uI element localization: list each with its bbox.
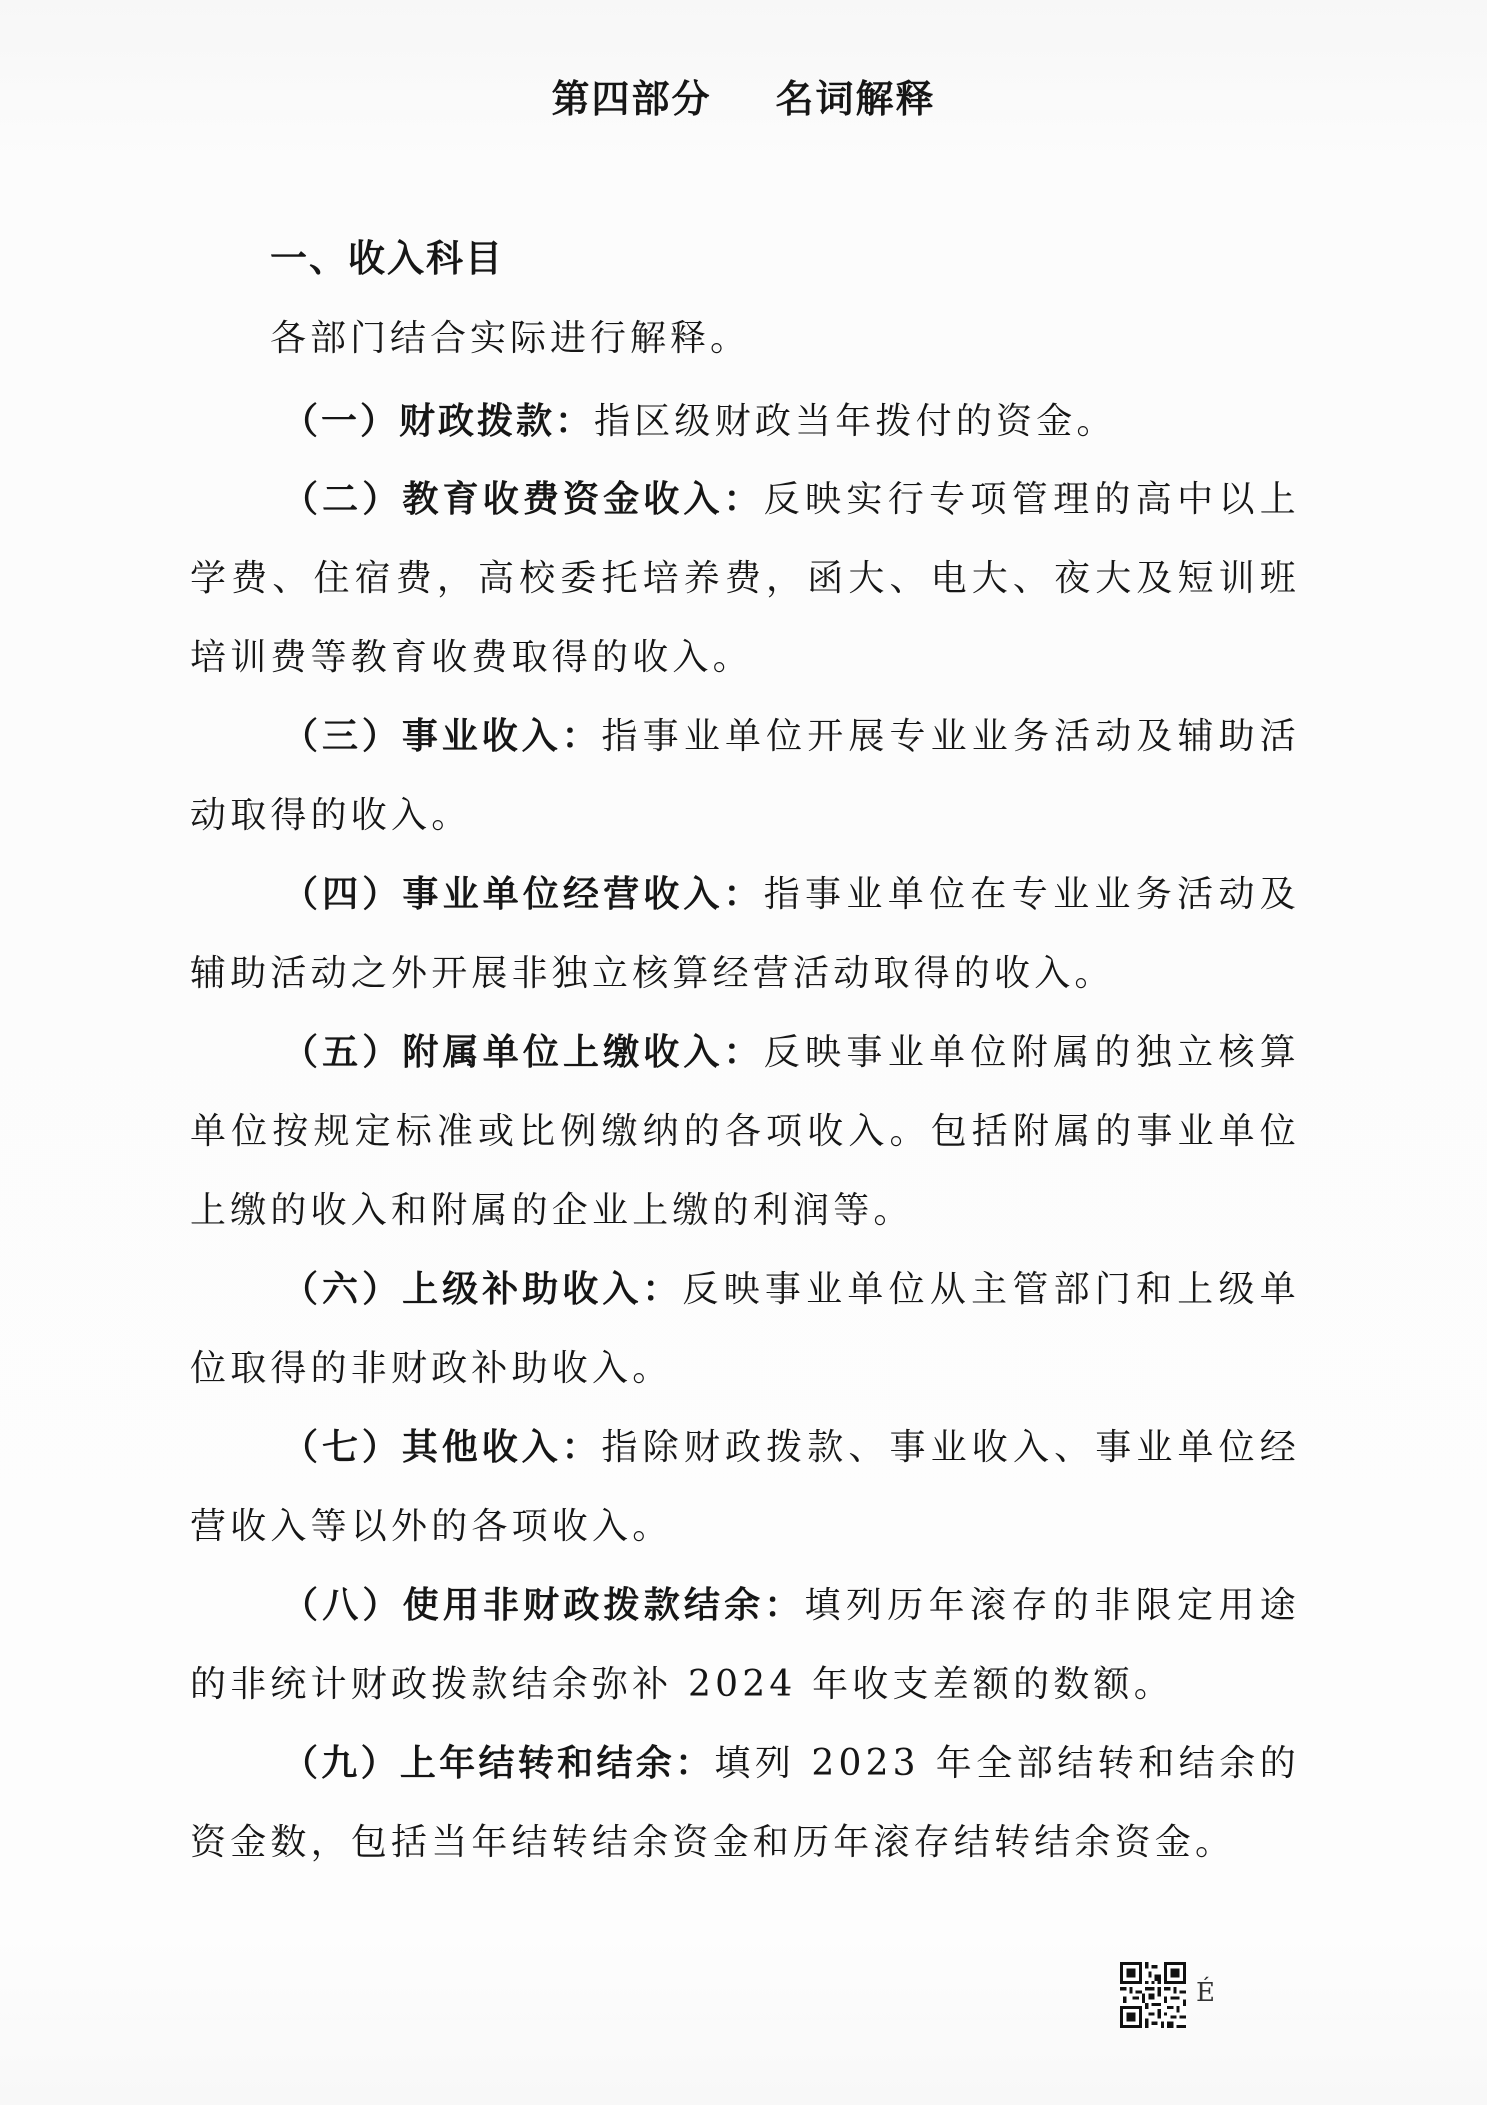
item-5 xyxy=(190,1013,1300,1250)
item-desc: 反映事业单位从主管部门和上级单位取得的非财政补助收入。 xyxy=(190,1269,1300,1389)
qr-code-icon xyxy=(1120,1962,1186,2028)
item-desc: 填列历年滚存的非限定用途的非统计财政拨款结余弥补 2024 年收支差额的数额。 xyxy=(190,1585,1300,1705)
corner-mark: É xyxy=(1196,1978,1215,2008)
item-term: （八）使用非财政拨款结余： xyxy=(282,1585,805,1626)
page-title xyxy=(0,68,1487,123)
item-desc: 反映实行专项管理的高中以上学费、住宿费，高校委托培养费，函大、电大、夜大及短训班培训费等教育收费取得的收入。 xyxy=(190,479,1300,678)
item-4 xyxy=(190,855,1300,1013)
item-7 xyxy=(190,1408,1300,1566)
item-8 xyxy=(190,1566,1300,1724)
item-6 xyxy=(190,1250,1300,1408)
item-term: （一）财政拨款： xyxy=(282,401,595,442)
item-term: （六）上级补助收入： xyxy=(282,1269,683,1310)
item-desc: 指事业单位在专业业务活动及辅助活动之外开展非独立核算经营活动取得的收入。 xyxy=(190,874,1300,994)
item-term: （三）事业收入： xyxy=(282,716,602,757)
section-heading: 一、收入科目 xyxy=(270,237,504,280)
item-1 xyxy=(190,382,1300,461)
item-term: （七）其他收入： xyxy=(282,1427,602,1468)
item-term: （九）上年结转和结余： xyxy=(282,1743,715,1784)
item-desc: 指区级财政当年拨付的资金。 xyxy=(594,401,1117,442)
intro-text: 各部门结合实际进行解释。 xyxy=(270,318,751,359)
title-name: 名词解释 xyxy=(775,77,936,121)
item-9 xyxy=(190,1724,1300,1882)
item-term: （二）教育收费资金收入： xyxy=(282,479,764,520)
item-3 xyxy=(190,697,1300,855)
item-desc: 指除财政拨款、事业收入、事业单位经营收入等以外的各项收入。 xyxy=(190,1427,1300,1547)
item-desc: 反映事业单位附属的独立核算单位按规定标准或比例缴纳的各项收入。包括附属的事业单位上缴的收入和附属的企业上缴的利润等。 xyxy=(190,1032,1300,1231)
item-2 xyxy=(190,460,1300,697)
item-desc: 指事业单位开展专业业务活动及辅助活动取得的收入。 xyxy=(190,716,1300,836)
item-term: （五）附属单位上缴收入： xyxy=(282,1032,764,1073)
item-term: （四）事业单位经营收入： xyxy=(282,874,764,915)
title-part: 第四部分 xyxy=(551,77,712,121)
item-desc: 填列 2023 年全部结转和结余的资金数，包括当年结转结余资金和历年滚存结转结余资金。 xyxy=(190,1743,1300,1863)
